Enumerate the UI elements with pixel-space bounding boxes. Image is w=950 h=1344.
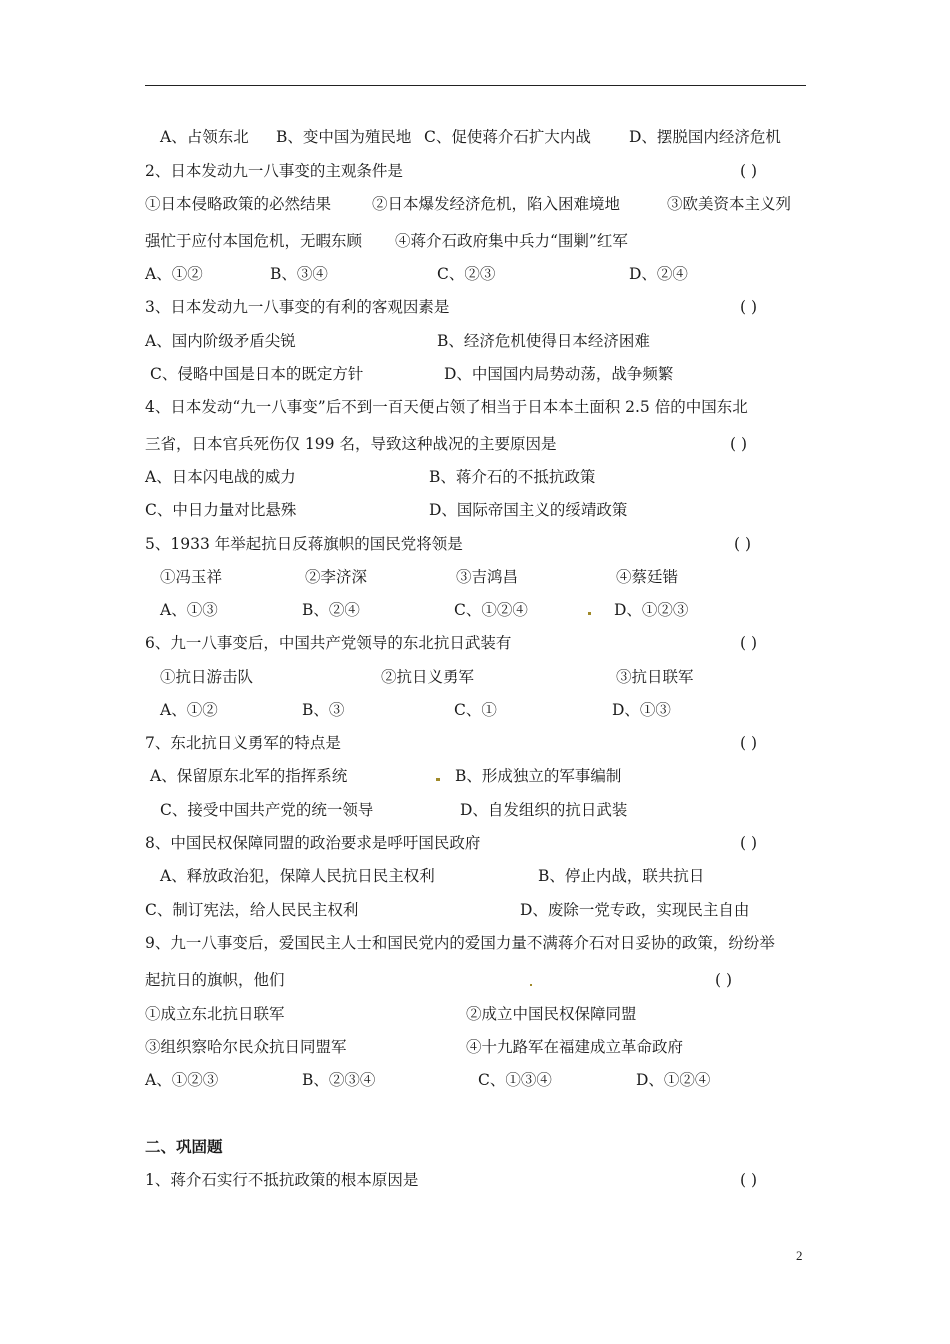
q5-answer-paren: ( ) (734, 535, 752, 553)
q5-item-4: ④蔡廷锴 (616, 568, 679, 586)
q5-item-1: ①冯玉祥 (160, 568, 223, 586)
q3-answer-paren: ( ) (740, 298, 758, 316)
q9-option-a: A、①②③ (145, 1071, 219, 1089)
q6-item-3: ③抗日联军 (616, 668, 694, 686)
q7-option-a: A、保留原东北军的指挥系统 (150, 767, 348, 785)
q3-stem: 3、日本发动九一八事变的有利的客观因素是 (145, 298, 450, 316)
q2-item-4: ④蒋介石政府集中兵力“围剿”红军 (395, 232, 628, 250)
page-number: 2 (796, 1248, 803, 1263)
q9-option-d: D、①②④ (636, 1071, 711, 1089)
q4-stem-line1: 4、日本发动“九一八事变”后不到一百天便占领了相当于日本本土面积 2.5 倍的中国东北 (145, 398, 748, 416)
q3-option-d: D、中国国内局势动荡，战争频繁 (444, 365, 674, 383)
q2-option-a: A、①② (145, 265, 203, 283)
q5-option-b: B、②④ (302, 601, 360, 619)
q9-item-3: ③组织察哈尔民众抗日同盟军 (145, 1038, 347, 1056)
q8-option-a: A、释放政治犯，保障人民抗日民主权利 (160, 867, 435, 885)
q7-option-d: D、自发组织的抗日武装 (460, 801, 628, 819)
q2-answer-paren: ( ) (740, 162, 758, 180)
q4-option-a: A、日本闪电战的威力 (145, 468, 296, 486)
q5-option-a: A、①③ (160, 601, 218, 619)
q4-option-d: D、国际帝国主义的绥靖政策 (429, 501, 628, 519)
q9-option-c: C、①③④ (478, 1071, 552, 1089)
q2-option-d: D、②④ (629, 265, 688, 283)
q9-item-4: ④十九路军在福建成立革命政府 (466, 1038, 684, 1056)
s2-q1-stem: 1、蒋介石实行不抵抗政策的根本原因是 (145, 1171, 419, 1189)
q2-item-2: ②日本爆发经济危机，陷入困难境地 (372, 195, 621, 213)
q4-option-b: B、蒋介石的不抵抗政策 (429, 468, 596, 486)
q9-option-b: B、②③④ (302, 1071, 376, 1089)
q1-option-a: A、占领东北 (160, 128, 249, 146)
q6-item-2: ②抗日义勇军 (381, 668, 475, 686)
q6-option-a: A、①② (160, 701, 218, 719)
q8-answer-paren: ( ) (740, 834, 758, 852)
q3-option-a: A、国内阶级矛盾尖锐 (145, 332, 296, 350)
q5-item-3: ③吉鸿昌 (456, 568, 519, 586)
q7-option-c: C、接受中国共产党的统一领导 (160, 801, 374, 819)
q6-option-d: D、①③ (612, 701, 671, 719)
header-rule (145, 85, 806, 86)
q1-option-c: C、促使蒋介石扩大内战 (424, 128, 591, 146)
q6-option-c: C、① (454, 701, 497, 719)
q4-answer-paren: ( ) (730, 435, 748, 453)
q9-answer-paren: ( ) (715, 971, 733, 989)
q3-option-c: C、侵略中国是日本的既定方针 (150, 365, 364, 383)
section-2-title: 二、巩固题 (145, 1137, 223, 1156)
q5-stem: 5、1933 年举起抗日反蒋旗帜的国民党将领是 (145, 535, 463, 553)
q5-option-c: C、①②④ (454, 601, 528, 619)
s2-q1-answer-paren: ( ) (740, 1171, 758, 1189)
q8-option-c: C、制订宪法，给人民民主权利 (145, 901, 359, 919)
q4-stem-line2: 三省，日本官兵死伤仅 199 名，导致这种战况的主要原因是 (145, 435, 557, 453)
q6-answer-paren: ( ) (740, 634, 758, 652)
q7-stem: 7、东北抗日义勇军的特点是 (145, 734, 341, 752)
q7-answer-paren: ( ) (740, 734, 758, 752)
q8-stem: 8、中国民权保障同盟的政治要求是呼吁国民政府 (145, 834, 481, 852)
q4-option-c: C、中日力量对比悬殊 (145, 501, 297, 519)
speck-mark (588, 612, 591, 615)
q2-item-3: ③欧美资本主义列 (667, 195, 792, 213)
q2-option-b: B、③④ (270, 265, 328, 283)
q5-item-2: ②李济深 (305, 568, 368, 586)
q8-option-b: B、停止内战，联共抗日 (538, 867, 705, 885)
q9-item-1: ①成立东北抗日联军 (145, 1005, 285, 1023)
q2-option-c: C、②③ (437, 265, 496, 283)
speck-mark (436, 778, 440, 781)
q7-option-b: B、形成独立的军事编制 (455, 767, 622, 785)
q9-stem-line2: 起抗日的旗帜，他们 (145, 971, 285, 989)
q1-option-b: B、变中国为殖民地 (276, 128, 412, 146)
q8-option-d: D、废除一党专政，实现民主自由 (520, 901, 750, 919)
q9-item-2: ②成立中国民权保障同盟 (466, 1005, 637, 1023)
q5-option-d: D、①②③ (614, 601, 689, 619)
q2-item-1: ①日本侵略政策的必然结果 (145, 195, 332, 213)
q6-option-b: B、③ (302, 701, 345, 719)
q6-stem: 6、九一八事变后，中国共产党领导的东北抗日武装有 (145, 634, 512, 652)
q2-stem: 2、日本发动九一八事变的主观条件是 (145, 162, 403, 180)
q1-option-d: D、摆脱国内经济危机 (629, 128, 781, 146)
q3-option-b: B、经济危机使得日本经济困难 (437, 332, 650, 350)
q6-item-1: ①抗日游击队 (160, 668, 254, 686)
q2-item-3-cont: 强忙于应付本国危机，无暇东顾 (145, 232, 363, 250)
q9-stem-line1: 9、九一八事变后，爱国民主人士和国民党内的爱国力量不满蒋介石对日妥协的政策，纷纷举 (145, 934, 775, 952)
speck-mark (530, 984, 532, 986)
